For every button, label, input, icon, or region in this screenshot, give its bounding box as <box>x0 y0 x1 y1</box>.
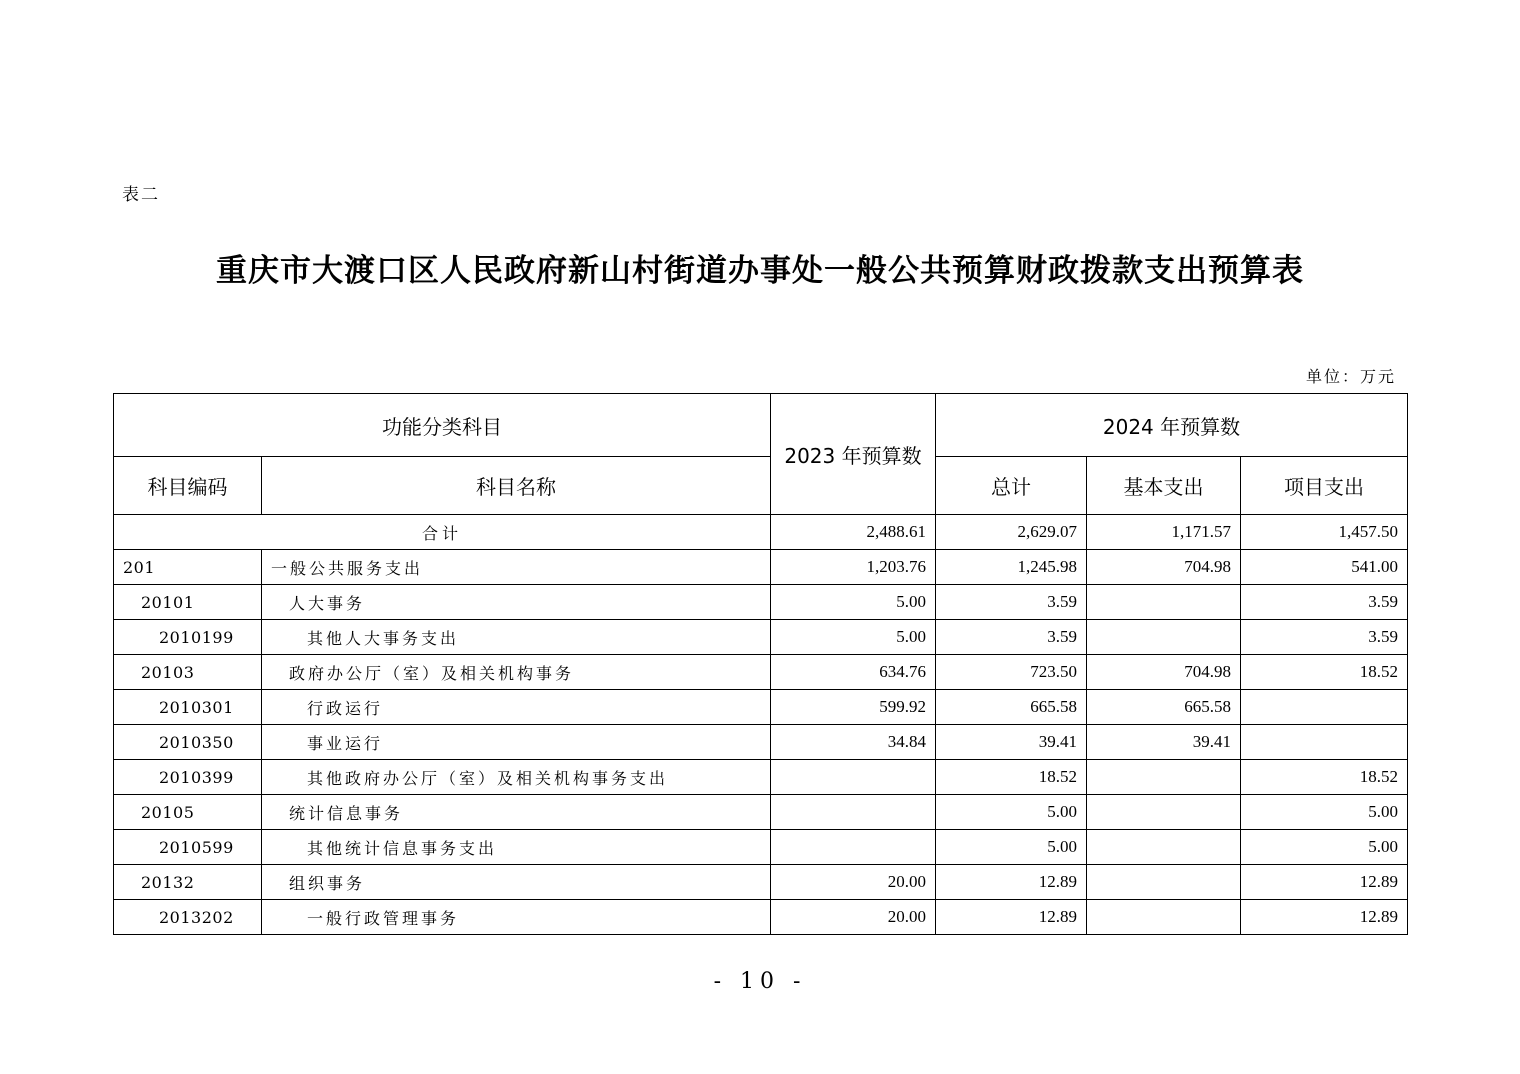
row-name: 一般行政管理事务 <box>262 900 771 935</box>
row-name: 其他政府办公厅（室）及相关机构事务支出 <box>262 760 771 795</box>
row-budget-2023: 5.00 <box>771 585 936 620</box>
row-project <box>1241 725 1408 760</box>
row-name: 一般公共服务支出 <box>262 550 771 585</box>
header-total: 总计 <box>936 457 1087 515</box>
row-code: 2010350 <box>114 725 262 760</box>
row-basic <box>1087 620 1241 655</box>
row-code: 2013202 <box>114 900 262 935</box>
table-row <box>114 655 1408 690</box>
row-basic <box>1087 865 1241 900</box>
row-project: 12.89 <box>1241 900 1408 935</box>
row-basic: 704.98 <box>1087 550 1241 585</box>
row-code: 201 <box>114 550 262 585</box>
row-total: 1,245.98 <box>936 550 1087 585</box>
row-name: 事业运行 <box>262 725 771 760</box>
row-code: 20132 <box>114 865 262 900</box>
header-name: 科目名称 <box>262 457 771 515</box>
row-budget-2023 <box>771 830 936 865</box>
row-total: 3.59 <box>936 585 1087 620</box>
row-project: 3.59 <box>1241 585 1408 620</box>
row-basic <box>1087 585 1241 620</box>
header-function-category: 功能分类科目 <box>114 394 771 457</box>
table-row <box>114 830 1408 865</box>
row-basic: 704.98 <box>1087 655 1241 690</box>
row-name: 人大事务 <box>262 585 771 620</box>
table-label: 表二 <box>122 185 160 205</box>
total-total: 2,629.07 <box>936 515 1087 550</box>
total-basic: 1,171.57 <box>1087 515 1241 550</box>
table-row <box>114 585 1408 620</box>
row-project: 541.00 <box>1241 550 1408 585</box>
unit-label: 单位：万元 <box>1305 367 1396 386</box>
row-name: 组织事务 <box>262 865 771 900</box>
row-total: 5.00 <box>936 830 1087 865</box>
row-project: 12.89 <box>1241 865 1408 900</box>
row-budget-2023: 599.92 <box>771 690 936 725</box>
row-budget-2023: 34.84 <box>771 725 936 760</box>
total-budget-2023: 2,488.61 <box>771 515 936 550</box>
row-basic: 39.41 <box>1087 725 1241 760</box>
page-title: 重庆市大渡口区人民政府新山村街道办事处一般公共预算财政拨款支出预算表 <box>216 253 1304 289</box>
table-row <box>114 795 1408 830</box>
row-name: 行政运行 <box>262 690 771 725</box>
row-project: 18.52 <box>1241 655 1408 690</box>
row-budget-2023: 20.00 <box>771 865 936 900</box>
row-budget-2023: 1,203.76 <box>771 550 936 585</box>
total-project: 1,457.50 <box>1241 515 1408 550</box>
row-project: 5.00 <box>1241 830 1408 865</box>
row-budget-2023: 634.76 <box>771 655 936 690</box>
header-project: 项目支出 <box>1241 457 1408 515</box>
row-project: 18.52 <box>1241 760 1408 795</box>
row-name: 其他人大事务支出 <box>262 620 771 655</box>
row-project: 3.59 <box>1241 620 1408 655</box>
row-basic <box>1087 795 1241 830</box>
row-code: 2010199 <box>114 620 262 655</box>
row-total: 665.58 <box>936 690 1087 725</box>
row-code: 2010301 <box>114 690 262 725</box>
row-basic <box>1087 760 1241 795</box>
row-project <box>1241 690 1408 725</box>
header-code: 科目编码 <box>114 457 262 515</box>
header-basic: 基本支出 <box>1087 457 1241 515</box>
row-total: 3.59 <box>936 620 1087 655</box>
row-code: 2010599 <box>114 830 262 865</box>
table-row <box>114 725 1408 760</box>
row-code: 20103 <box>114 655 262 690</box>
budget-table <box>113 393 1408 935</box>
row-total: 12.89 <box>936 865 1087 900</box>
row-basic: 665.58 <box>1087 690 1241 725</box>
row-basic <box>1087 900 1241 935</box>
row-name: 统计信息事务 <box>262 795 771 830</box>
total-row <box>114 515 1408 550</box>
row-code: 20101 <box>114 585 262 620</box>
row-budget-2023 <box>771 760 936 795</box>
table-row <box>114 760 1408 795</box>
row-code: 2010399 <box>114 760 262 795</box>
table-row <box>114 900 1408 935</box>
row-total: 39.41 <box>936 725 1087 760</box>
total-label: 合计 <box>114 515 771 550</box>
row-total: 723.50 <box>936 655 1087 690</box>
row-budget-2023: 5.00 <box>771 620 936 655</box>
row-total: 5.00 <box>936 795 1087 830</box>
table-row <box>114 690 1408 725</box>
row-budget-2023 <box>771 795 936 830</box>
row-name: 其他统计信息事务支出 <box>262 830 771 865</box>
header-budget-2023: 2023 年预算数 <box>771 394 936 515</box>
table-row <box>114 620 1408 655</box>
row-code: 20105 <box>114 795 262 830</box>
row-project: 5.00 <box>1241 795 1408 830</box>
table-row <box>114 550 1408 585</box>
row-total: 12.89 <box>936 900 1087 935</box>
row-total: 18.52 <box>936 760 1087 795</box>
row-budget-2023: 20.00 <box>771 900 936 935</box>
row-name: 政府办公厅（室）及相关机构事务 <box>262 655 771 690</box>
page-number: - 10 - <box>713 969 807 994</box>
table-row <box>114 865 1408 900</box>
row-basic <box>1087 830 1241 865</box>
header-budget-2024: 2024 年预算数 <box>936 394 1408 457</box>
